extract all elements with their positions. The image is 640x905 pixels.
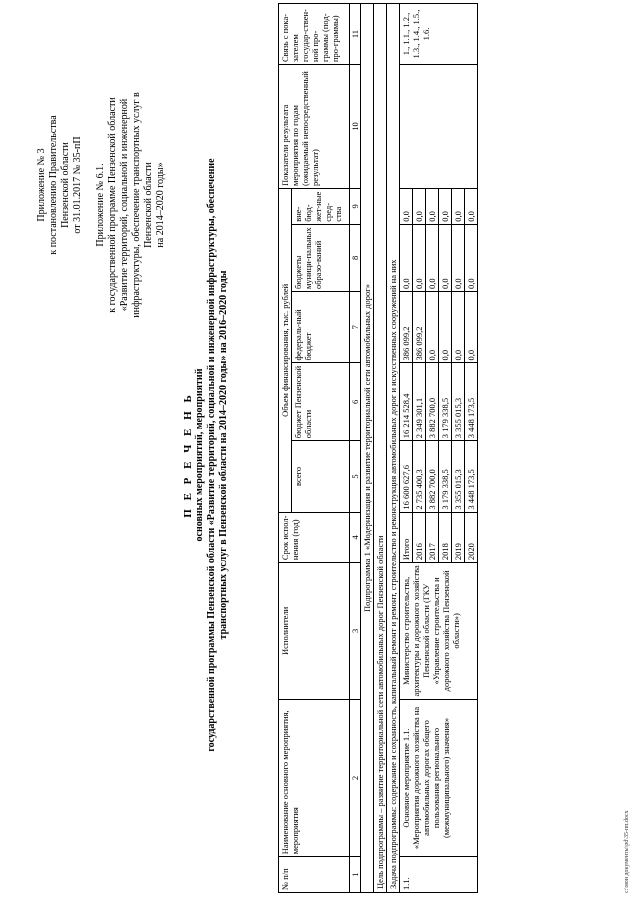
row-municipal: 0,0 [452,224,465,291]
column-number: 6 [350,363,361,441]
row-regional: 3 355 015,3 [452,363,465,441]
row-regional: 3 179 338,5 [439,363,452,441]
header-name: Наименование основного мероприятия, мероприятия [279,699,350,857]
header-term: Срок испол-нения (год) [279,512,350,562]
row-total: 16 600 627,6 [400,441,413,512]
row-total: 2 735 400,3 [413,441,426,512]
row-federal: 386 099,2 [400,292,413,363]
task-row [387,4,400,893]
row-total: 3 355 015,3 [452,441,465,512]
column-number: 7 [350,292,361,363]
item-indicators [400,65,478,189]
goal-row [374,4,387,893]
row-federal: 0,0 [452,292,465,363]
file-path-footnote: c:\мои документы\pd\35-пп.docx [624,810,630,893]
item-num: 1.1. [400,857,478,893]
row-extra: 0,0 [400,189,413,225]
row-regional: 2 349 301,1 [413,363,426,441]
appendix-b-line: инфраструктуры, обеспечение транспортных услуг в [131,92,142,318]
item-executor: Министерство строительства, архитектуры и дорожного хозяйства Пензенской области (ГКУ «Управление строительства и дорожного хозяйства Пензенской области») [400,563,478,700]
table-row [400,4,413,893]
title-heading: П Е Р Е Ч Е Н Ь [182,392,194,518]
subprogram-row [361,4,374,893]
row-year: 2020 [465,512,478,562]
appendix-3-header [36,25,84,345]
measures-table [278,3,478,893]
row-year: 2018 [439,512,452,562]
header-federal: федераль-ный бюджет [292,292,350,363]
row-year: 2017 [426,512,439,562]
appendix-a-line: Пензенской области [60,142,71,228]
appendix-b-line: Приложение № 6.1. [95,163,106,247]
row-year: 2019 [452,512,465,562]
subprogram-goal: Цель подпрограммы – развитие территориальной сети автомобильных дорог Пензенской области [374,4,387,893]
header-indicators: Показатели результата мероприятия по годам (ожидаемый непосредственный результат) [279,65,350,189]
appendix-a-line: от 31.01.2017 № 35-пП [72,136,83,234]
header-row [279,4,292,893]
column-number: 11 [350,4,361,65]
column-number: 1 [350,857,361,893]
row-federal: 0,0 [439,292,452,363]
column-number: 2 [350,699,361,857]
appendix-b-line: Пензенской области [143,162,154,248]
row-total: 3 179 338,5 [439,441,452,512]
row-federal: 386 099,2 [413,292,426,363]
row-extra: 0,0 [413,189,426,225]
row-regional: 16 214 528,4 [400,363,413,441]
header-municipal: бюджеты муници-пальных образо-ваний [292,224,350,291]
row-municipal: 0,0 [400,224,413,291]
appendix-a-line: к постановлению Правительства [48,115,59,255]
header-executor: Исполнители [279,563,350,700]
row-extra: 0,0 [439,189,452,225]
row-federal: 0,0 [426,292,439,363]
appendix-b-line: «Развитие территорий, социальной и инженерной [119,98,130,312]
header-total: всего [292,441,350,512]
appendix-b-line: на 2014–2020 годы» [155,162,166,248]
header-regional: бюджет Пензенской области [292,363,350,441]
header-funding-group: Объем финансирования, тыс. рублей [279,189,292,513]
row-municipal: 0,0 [426,224,439,291]
appendix-6-1-header [95,25,167,385]
row-municipal: 0,0 [465,224,478,291]
row-municipal: 0,0 [413,224,426,291]
document-title [182,35,230,875]
row-year: Итого [400,512,413,562]
item-name: Основное мероприятие 1.1. «Мероприятия дорожного хозяйства на автомобильных дорогах общего пользования регионального (межмуниципального) значения» [400,699,478,857]
column-number: 10 [350,65,361,189]
header-link: Связь с пока-зателем государ-ствен-ной про-граммы (под-про-граммы) [279,4,350,65]
row-total: 3 882 700,0 [426,441,439,512]
row-extra: 0,0 [452,189,465,225]
subprogram-task: Задача подпрограммы: содержание и сохранность, капитальный ремонт и ремонт, строительство и реконструкция автомобильных дорог и искусственных сооружений на них [387,4,400,893]
appendix-b-line: к государственной программе Пензенской области [107,97,118,313]
header-extra: вне-бюд-жет-ные сред-ства [292,189,350,225]
column-number-row [350,4,361,893]
title-subheading: основных мероприятий, мероприятий [194,368,205,542]
column-number: 9 [350,189,361,225]
row-federal: 0,0 [465,292,478,363]
row-extra: 0,0 [426,189,439,225]
subprogram-title: Подпрограмма 1 «Модернизация и развитие территориальной сети автомобильных дорог» [361,4,374,893]
row-regional: 3 448 173,5 [465,363,478,441]
title-program-line: государственной программы Пензенской области «Развитие территорий, социальной и инженерной инфраструктуры, обеспечение [206,158,217,752]
row-municipal: 0,0 [439,224,452,291]
item-link: 1., 1.1., 1.2., 1.3., 1.4., 1.5., 1.6. [400,4,478,65]
row-regional: 3 882 700,0 [426,363,439,441]
column-number: 8 [350,224,361,291]
appendix-a-line: Приложение № 3 [36,148,47,222]
column-number: 4 [350,512,361,562]
row-total: 3 448 173,5 [465,441,478,512]
column-number: 5 [350,441,361,512]
title-program-line: транспортных услуг в Пензенской области на 2014–2020 годы» на 2016–2020 годы [218,270,229,640]
row-extra: 0,0 [465,189,478,225]
header-num: № п/п [279,857,350,893]
column-number: 3 [350,563,361,700]
row-year: 2016 [413,512,426,562]
